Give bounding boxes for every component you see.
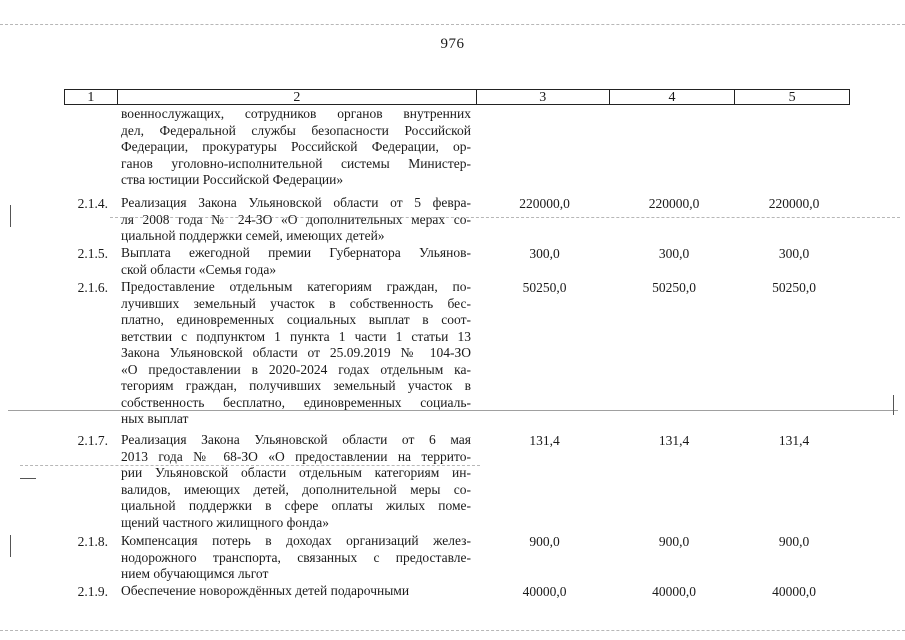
row-description [121,533,471,583]
description-line: ской области «Семья года» [121,261,277,277]
row-value-col3: 220000,0 [519,196,570,211]
description-line: Компенсация потерь в доходах организаций желез- [121,533,471,548]
row-value-col3: 300,0 [529,246,560,261]
scan-artifact-mark [893,395,894,415]
description-line: Предоставление отдельным категориям граждан, по- [121,279,471,294]
description-line: военнослужащих, сотрудников органов внутренних [121,106,471,121]
description-line: валидов, имеющих детей, дополнительной меры со- [121,481,471,497]
row-number: 2.1.9. [77,584,108,599]
description-line: «О предоставлении в 2020-2024 годах отдельным ка- [121,361,471,377]
description-line: Закона Ульяновской области от 25.09.2019 № 104-ЗО [121,345,471,360]
description-line: платно, единовременных социальных выплат в соот- [121,312,471,327]
row-value-col5: 220000,0 [768,196,820,211]
description-line: рии Ульяновской области отдельным категориям ин- [121,465,471,480]
description-line: ства юстиции Российской Федерации» [121,172,344,187]
description-line: ля 2008 года № 24-ЗО «О дополнительных мерах со- [121,211,471,227]
description-line: дел, Федеральной службы безопасности Российской [121,122,471,138]
row-value-col4: 50250,0 [652,280,696,295]
row-value-col3: 900,0 [529,534,560,549]
row-number: 2.1.5. [77,246,108,261]
row-description [121,279,471,428]
row-value-col4: 40000,0 [652,584,696,599]
scan-artifact-line [110,217,900,218]
row-description [121,583,471,600]
description-line: Реализация Закона Ульяновской области от 6 мая [121,432,471,447]
header-cell-5: 5 [788,90,796,105]
description-line: 2013 года № 68-ЗО «О предоставлении на террито- [121,448,471,464]
scan-artifact-mark [10,205,11,227]
description-line: циальной поддержки семей, имеющих детей» [121,228,385,243]
row-value-col5: 131,4 [778,433,810,448]
row-value-col3: 131,4 [529,433,560,448]
description-line: циальной поддержки в сфере оплаты жилых поме- [121,498,471,513]
continuation-text [121,106,471,189]
scan-artifact-line [20,465,480,466]
header-cell-4: 4 [610,90,736,104]
description-line: Выплата ежегодной премии Губернатора Ульянов- [121,245,471,260]
scan-artifact-mark [10,535,11,557]
description-line: нодорожного транспорта, связанных с предоставле- [121,549,471,565]
scan-artifact-line [0,24,905,25]
row-number: 2.1.6. [77,280,108,295]
row-value-col3: 50250,0 [522,280,567,295]
row-value-col4: 220000,0 [648,196,700,211]
row-description [121,432,471,531]
description-line: нием обучающимся льгот [121,566,269,581]
description-line: ных выплат [121,411,189,426]
header-cell-1: 1 [65,90,118,104]
description-line: Реализация Закона Ульяновской области от 5 февра- [121,195,471,210]
row-value-col3: 40000,0 [522,584,567,599]
header-cell-3: 3 [477,90,610,104]
description-line: собственность бесплатно, единовременных социаль- [121,394,471,410]
row-value-col4: 131,4 [658,433,690,448]
row-value-col5: 300,0 [778,246,810,261]
description-line: лучивших земельный участок в собственность бес- [121,295,471,311]
scan-artifact-line [0,630,905,631]
description-line: щений частного жилищного фонда» [121,514,329,530]
description-line: ветствии с подпунктом 1 пункта 1 части 1 статьи 13 [121,328,471,344]
header-cell-2: 2 [118,90,477,104]
row-description [121,195,471,245]
row-value-col5: 40000,0 [772,584,816,599]
description-line: ганов уголовно-исполнительной системы Министер- [121,155,471,171]
row-value-col4: 900,0 [658,534,690,549]
page-number: 976 [440,36,465,52]
row-value-col5: 900,0 [778,534,810,549]
description-line: Обеспечение новорождённых детей подарочными [121,583,410,598]
scan-artifact-mark [20,478,36,479]
row-number: 2.1.8. [77,534,108,549]
row-value-col5: 50250,0 [772,280,816,295]
description-line: Федерации, прокуратуры Российской Федерации, ор- [121,139,471,154]
scan-artifact-line [8,410,898,411]
row-number: 2.1.7. [77,433,108,448]
description-line: тегориям граждан, получивших земельный участок в [121,378,471,393]
row-description [121,245,471,278]
row-value-col4: 300,0 [658,246,690,261]
row-number: 2.1.4. [77,196,108,211]
